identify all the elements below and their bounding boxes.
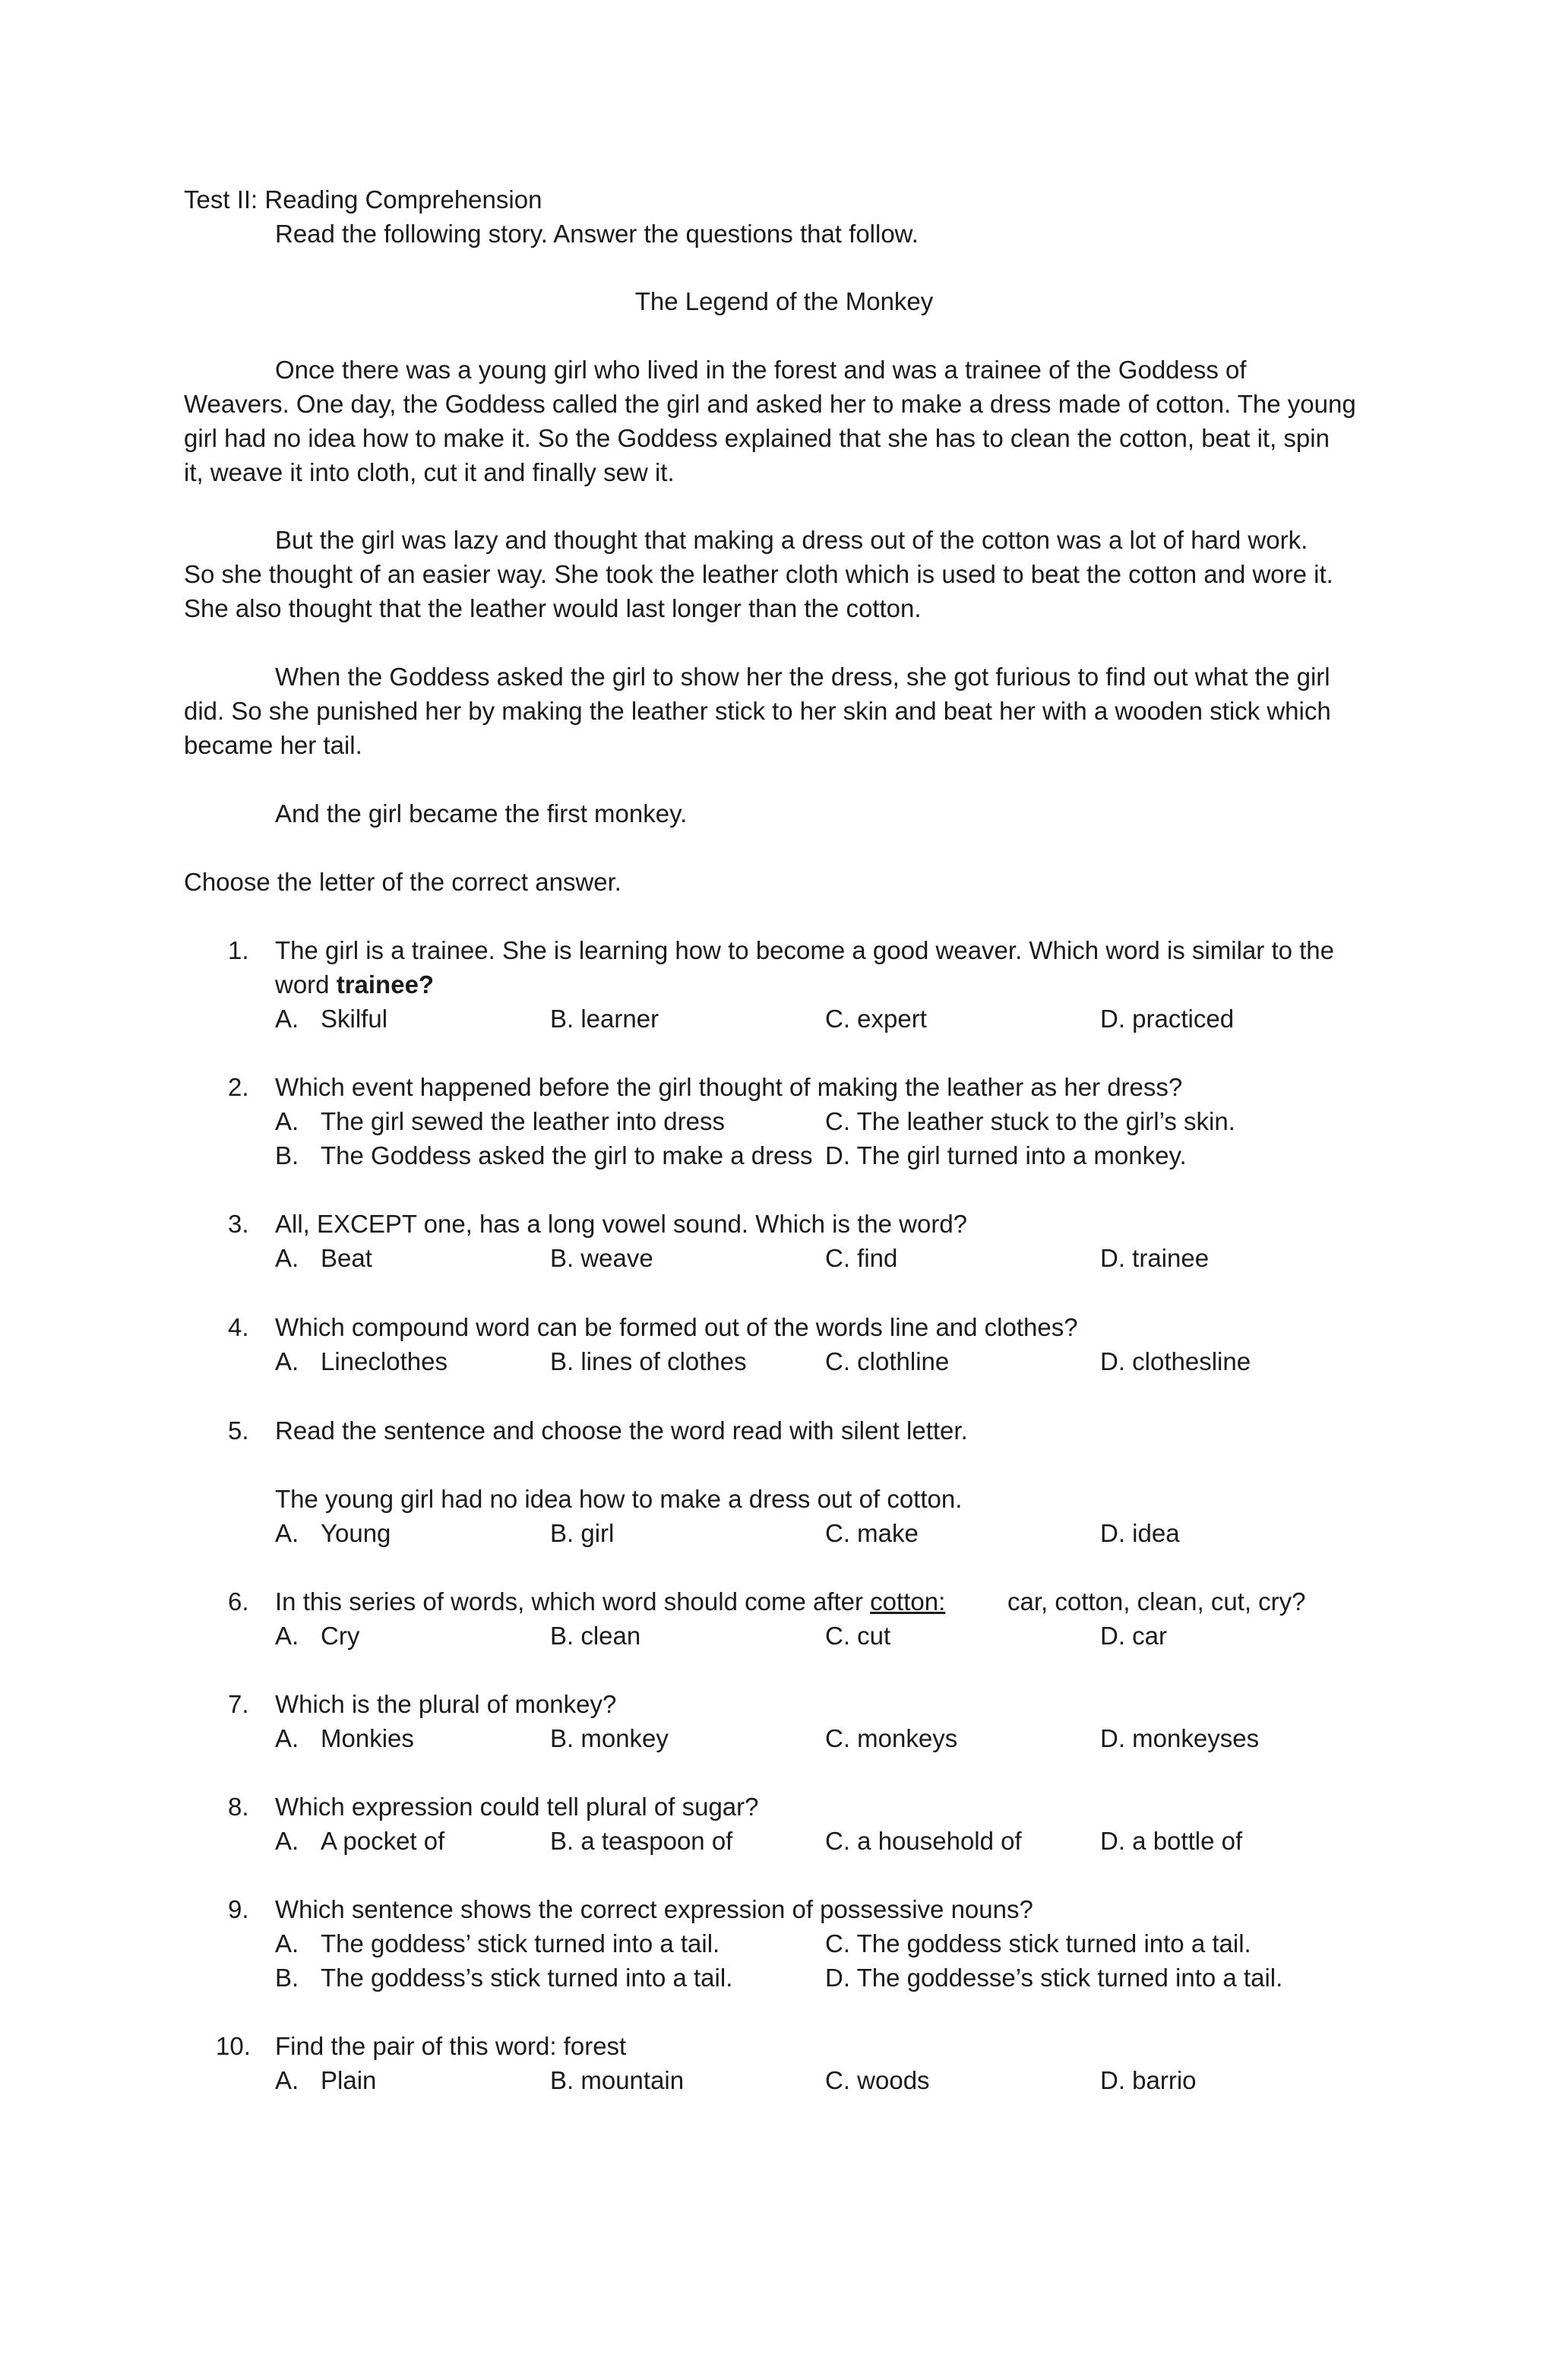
story-line: So she thought of an easier way. She took the leather cloth which is used to beat the cotton and wore it. <box>184 560 1333 588</box>
option-d: D. trainee <box>1100 1244 1210 1272</box>
option-c: C. monkeys <box>825 1724 958 1752</box>
question-8 <box>184 1790 1399 1858</box>
stem-keyword: trainee? <box>336 970 435 999</box>
option-c: C. The leather stuck to the girl’s skin. <box>825 1107 1235 1135</box>
question-4 <box>184 1310 1399 1378</box>
option-b-letter: B. <box>275 1141 299 1169</box>
option-b: B. girl <box>550 1519 615 1547</box>
option-a-letter: A. <box>275 2066 299 2094</box>
story-line: Weavers. One day, the Goddess called the girl and asked her to make a dress made of cotton. The young <box>184 390 1356 418</box>
question-7 <box>184 1687 1399 1755</box>
question-stem: Read the sentence and choose the word read with silent letter. <box>275 1416 968 1445</box>
story-paragraph-3 <box>184 660 1384 762</box>
question-number: 10. <box>216 2032 251 2060</box>
option-d: D. car <box>1100 1622 1168 1650</box>
option-a-letter: A. <box>275 1244 299 1272</box>
story-line: it, weave it into cloth, cut it and finally sew it. <box>184 458 675 486</box>
option-c: C. expert <box>825 1005 927 1033</box>
option-a: Plain <box>321 2066 377 2094</box>
story-paragraph-1 <box>184 353 1384 489</box>
question-3 <box>184 1207 1399 1275</box>
option-d: D. The goddesse’s stick turned into a tail. <box>825 1964 1283 1992</box>
option-d: D. barrio <box>1100 2066 1197 2094</box>
story-line: When the Goddess asked the girl to show her the dress, she got furious to find out what the girl <box>275 663 1330 691</box>
stem-underlined-word: cotton: <box>870 1587 946 1616</box>
instruction-text: Read the following story. Answer the questions that follow. <box>275 220 919 248</box>
option-a: Skilful <box>321 1005 388 1033</box>
question-number: 4. <box>228 1313 249 1341</box>
story-paragraph-2 <box>184 523 1384 625</box>
question-5 <box>184 1413 1399 1550</box>
option-a-letter: A. <box>275 1005 299 1033</box>
story-line: became her tail. <box>184 731 362 759</box>
question-stem: Which expression could tell plural of sugar? <box>275 1793 759 1821</box>
question-number: 2. <box>228 1073 249 1101</box>
story-line: But the girl was lazy and thought that making a dress out of the cotton was a lot of hard work. <box>275 526 1308 554</box>
option-b: The Goddess asked the girl to make a dress <box>321 1141 813 1169</box>
option-b: B. lines of clothes <box>550 1347 747 1375</box>
option-a: A pocket of <box>321 1827 445 1855</box>
question-number: 3. <box>228 1210 249 1238</box>
option-d: D. a bottle of <box>1100 1827 1243 1855</box>
question-10 <box>184 2029 1399 2097</box>
question-stem: All, EXCEPT one, has a long vowel sound. Which is the word? <box>275 1210 968 1238</box>
question-stem <box>275 1584 945 1619</box>
option-d: D. monkeyses <box>1100 1724 1260 1752</box>
option-c: C. make <box>825 1519 919 1547</box>
option-c: C. clothline <box>825 1347 950 1375</box>
option-a-letter: A. <box>275 1347 299 1375</box>
option-d: D. The girl turned into a monkey. <box>825 1141 1187 1169</box>
option-c: C. a household of <box>825 1827 1022 1855</box>
test-title: Test II: Reading Comprehension <box>184 185 542 214</box>
option-b: B. weave <box>550 1244 653 1272</box>
story-line: girl had no idea how to make it. So the Goddess explained that she has to clean the cotton, beat it, spin <box>184 424 1330 452</box>
question-number: 8. <box>228 1793 249 1821</box>
option-b: B. learner <box>550 1005 659 1033</box>
question-number: 1. <box>228 936 249 964</box>
question-stem: Which sentence shows the correct expression of possessive nouns? <box>275 1895 1033 1923</box>
stem-text: word <box>275 970 337 999</box>
story-line: did. So she punished her by making the leather stick to her skin and beat her with a wooden stick which <box>184 697 1331 725</box>
question-stem: Which event happened before the girl thought of making the leather as her dress? <box>275 1073 1183 1101</box>
option-d: D. practiced <box>1100 1005 1235 1033</box>
question-9 <box>184 1892 1399 1995</box>
directions-text: Choose the letter of the correct answer. <box>184 868 621 896</box>
option-b: The goddess’s stick turned into a tail. <box>321 1964 733 1992</box>
story-title: The Legend of the Monkey <box>634 287 934 315</box>
option-a: Young <box>321 1519 391 1547</box>
question-stem: Which compound word can be formed out of the words line and clothes? <box>275 1313 1078 1341</box>
option-b: B. a teaspoon of <box>550 1827 733 1855</box>
option-a-letter: A. <box>275 1827 299 1855</box>
option-b-letter: B. <box>275 1964 299 1992</box>
option-c: C. find <box>825 1244 898 1272</box>
option-a-letter: A. <box>275 1929 299 1957</box>
question-2 <box>184 1070 1399 1173</box>
question-stem: The girl is a trainee. She is learning how to become a good weaver. Which word is similar to the <box>275 936 1335 964</box>
question-sentence: The young girl had no idea how to make a dress out of cotton. <box>275 1485 963 1513</box>
option-a-letter: A. <box>275 1519 299 1547</box>
option-b: B. monkey <box>550 1724 669 1752</box>
option-c: C. woods <box>825 2066 930 2094</box>
story-line: And the girl became the first monkey. <box>275 799 688 828</box>
question-1 <box>184 933 1399 1036</box>
option-a: Cry <box>321 1622 360 1650</box>
option-a: The girl sewed the leather into dress <box>321 1107 725 1135</box>
option-a: The goddess’ stick turned into a tail. <box>321 1929 720 1957</box>
option-d: D. clothesline <box>1100 1347 1251 1375</box>
question-stem: Which is the plural of monkey? <box>275 1690 617 1718</box>
story-line: She also thought that the leather would last longer than the cotton. <box>184 594 922 622</box>
question-number: 6. <box>228 1587 249 1616</box>
option-a-letter: A. <box>275 1724 299 1752</box>
story-paragraph-4 <box>184 796 1384 831</box>
option-d: D. idea <box>1100 1519 1180 1547</box>
question-6 <box>184 1584 1399 1653</box>
option-a: Lineclothes <box>321 1347 448 1375</box>
question-stem: Find the pair of this word: forest <box>275 2032 627 2060</box>
option-a-letter: A. <box>275 1622 299 1650</box>
question-number: 7. <box>228 1690 249 1718</box>
option-b: B. mountain <box>550 2066 685 2094</box>
stem-text: In this series of words, which word should come after <box>275 1587 871 1616</box>
option-a-letter: A. <box>275 1107 299 1135</box>
option-a: Beat <box>321 1244 372 1272</box>
option-b: B. clean <box>550 1622 641 1650</box>
story-line: Once there was a young girl who lived in the forest and was a trainee of the Goddess of <box>275 356 1247 384</box>
option-c: C. The goddess stick turned into a tail. <box>825 1929 1251 1957</box>
question-number: 5. <box>228 1416 249 1445</box>
question-number: 9. <box>228 1895 249 1923</box>
question-stem-continued <box>275 967 434 1002</box>
option-a: Monkies <box>321 1724 414 1752</box>
option-c: C. cut <box>825 1622 891 1650</box>
word-series: car, cotton, clean, cut, cry? <box>1007 1587 1306 1616</box>
